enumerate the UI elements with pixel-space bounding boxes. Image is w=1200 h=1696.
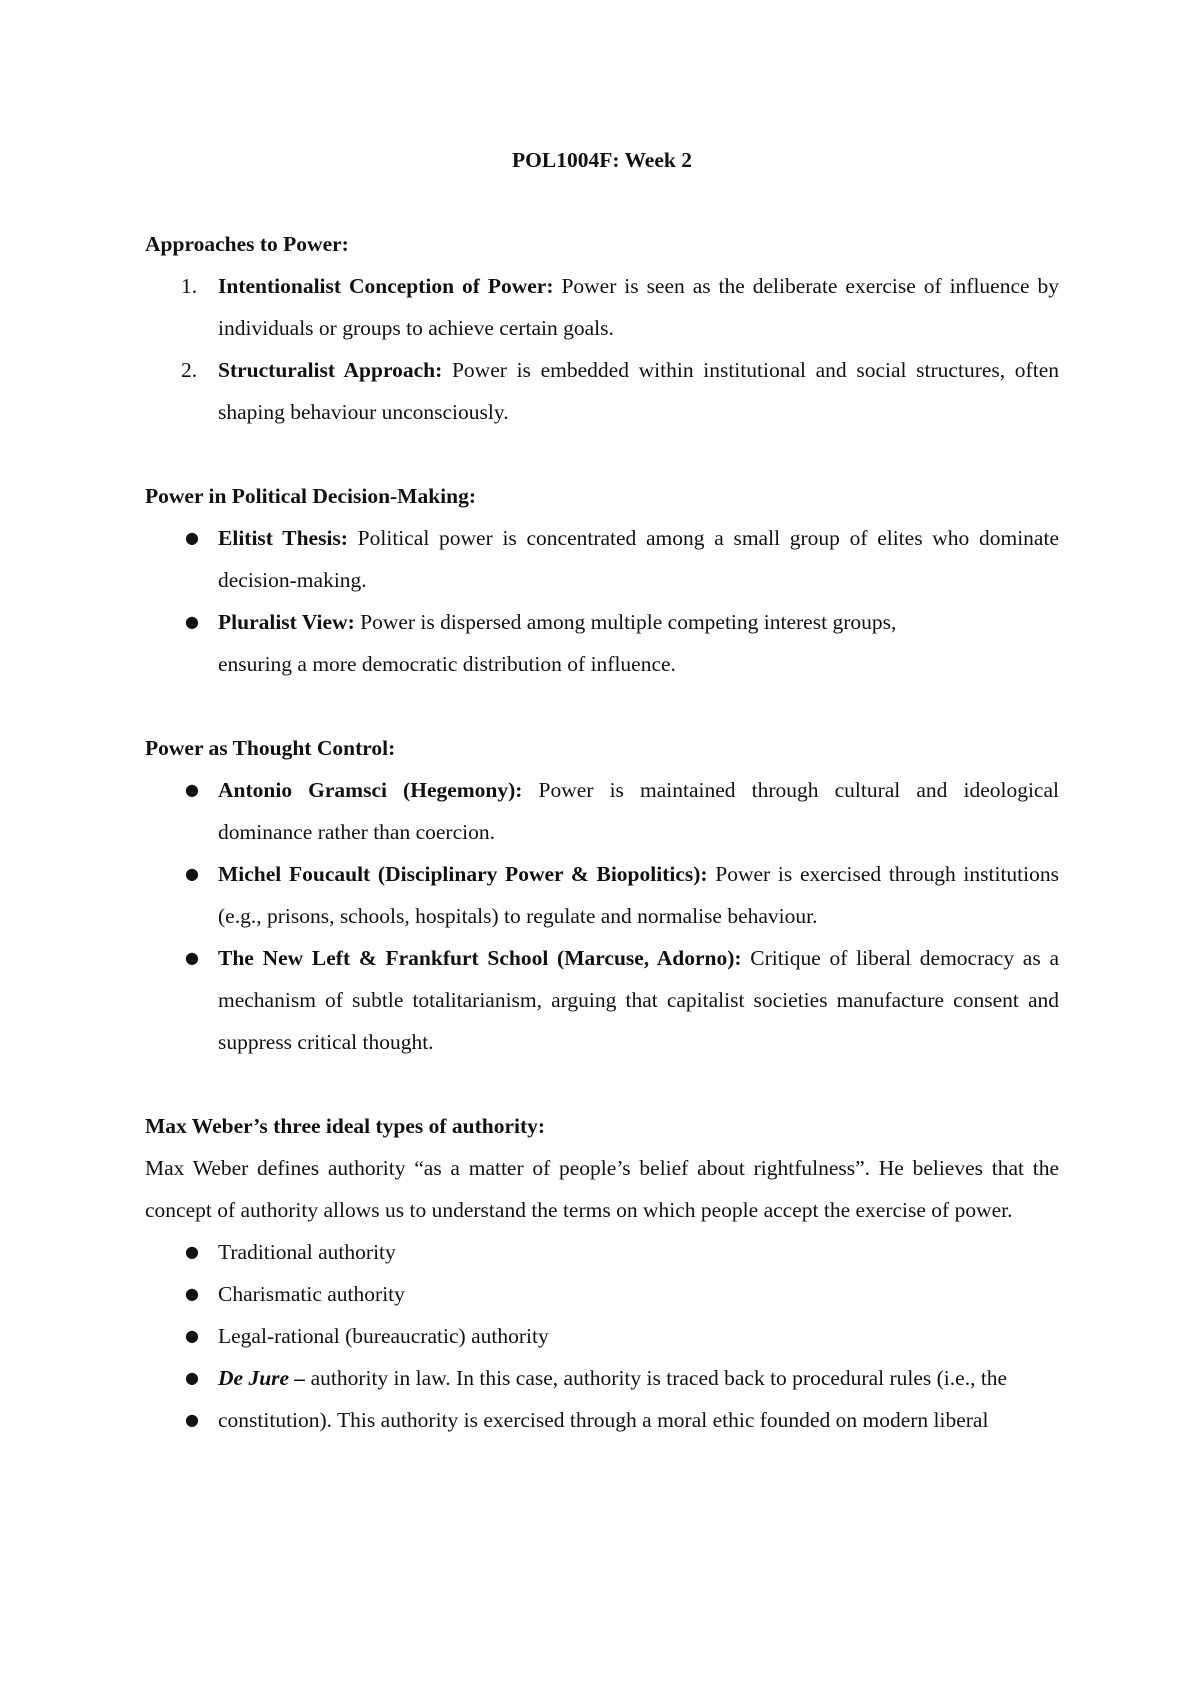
spacer [145,181,1059,223]
section-weber [145,1105,1059,1441]
item-term: The New Left & Frankfurt School (Marcuse, Adorno): [218,946,742,970]
item-text: Critique of liberal democracy as a mechanism of subtle totalitarianism, arguing that capitalist societies manufacture consent and suppress critical thought. [218,946,1059,1054]
item-text: authority in law. In this case, authority is traced back to procedural rules (i.e., the [305,1366,1008,1390]
item-text-continued: ensuring a more democratic distribution of influence. [218,652,676,676]
section-heading: Max Weber’s three ideal types of authority: [145,1114,546,1138]
list-number: 1. [181,274,198,298]
item-term: Elitist Thesis: [218,526,348,550]
section-decision-making [145,475,1059,685]
bullet-icon: ● [185,1284,199,1303]
body-paragraph: Max Weber defines authority “as a matter of people’s belief about rightfulness”. He believes that the concept of authority allows us to understand the terms on which people accept the exercise of power. [145,1156,1059,1222]
item-term: Intentionalist Conception of Power: [218,274,554,298]
item-term: Antonio Gramsci (Hegemony): [218,778,523,802]
bullet-icon: ● [185,1326,199,1345]
bullet-icon: ● [185,780,199,799]
list-item [145,1357,1059,1399]
item-text: Political power is concentrated among a small group of elites who dominate decision-making. [218,526,1059,592]
bullet-icon: ● [185,1368,199,1387]
item-term: De Jure – [218,1366,306,1390]
bullet-icon: ● [185,948,199,967]
list-item [145,1399,1059,1441]
section-heading: Power as Thought Control: [145,736,396,760]
bullet-icon: ● [185,1410,199,1429]
section-heading: Power in Political Decision-Making: [145,484,477,508]
list-item [145,937,1059,1063]
item-text: Power is seen as the deliberate exercise of influence by individuals or groups to achieve certain goals. [218,274,1059,340]
item-text: Legal-rational (bureaucratic) authority [218,1324,549,1348]
list-item [145,601,1059,685]
item-term: Michel Foucault (Disciplinary Power & Biopolitics): [218,862,708,886]
bullet-list [145,517,1059,685]
spacer [145,433,1059,475]
document-title: POL1004F: Week 2 [512,148,692,172]
list-item [145,1315,1059,1357]
list-item [145,1273,1059,1315]
section-heading: Approaches to Power: [145,232,349,256]
list-item [145,349,1059,433]
item-text: Charismatic authority [218,1282,405,1306]
bullet-icon: ● [185,1242,199,1261]
document-page [145,139,1059,1441]
bullet-list [145,769,1059,1063]
section-thought-control [145,727,1059,1063]
list-number: 2. [181,358,198,382]
item-text: Power is embedded within institutional and social structures, often shaping behaviour unconsciously. [218,358,1059,424]
section-approaches [145,223,1059,433]
bullet-list [145,1231,1059,1441]
bullet-icon: ● [185,528,199,547]
item-term: Structuralist Approach: [218,358,443,382]
spacer [145,685,1059,727]
item-text: Power is maintained through cultural and ideological dominance rather than coercion. [218,778,1059,844]
numbered-list [145,265,1059,433]
list-item [145,769,1059,853]
bullet-icon: ● [185,612,199,631]
item-text: constitution). This authority is exercised through a moral ethic founded on modern liberal [218,1408,989,1432]
item-text: Traditional authority [218,1240,396,1264]
item-text: Power is dispersed among multiple competing interest groups, [354,610,897,634]
spacer [145,1063,1059,1105]
list-item [145,517,1059,601]
list-item [145,853,1059,937]
bullet-icon: ● [185,864,199,883]
list-item [145,1231,1059,1273]
item-term: Pluralist View: [218,610,355,634]
list-item [145,265,1059,349]
item-text: Power is exercised through institutions (e.g., prisons, schools, hospitals) to regulate and normalise behaviour. [218,862,1059,928]
